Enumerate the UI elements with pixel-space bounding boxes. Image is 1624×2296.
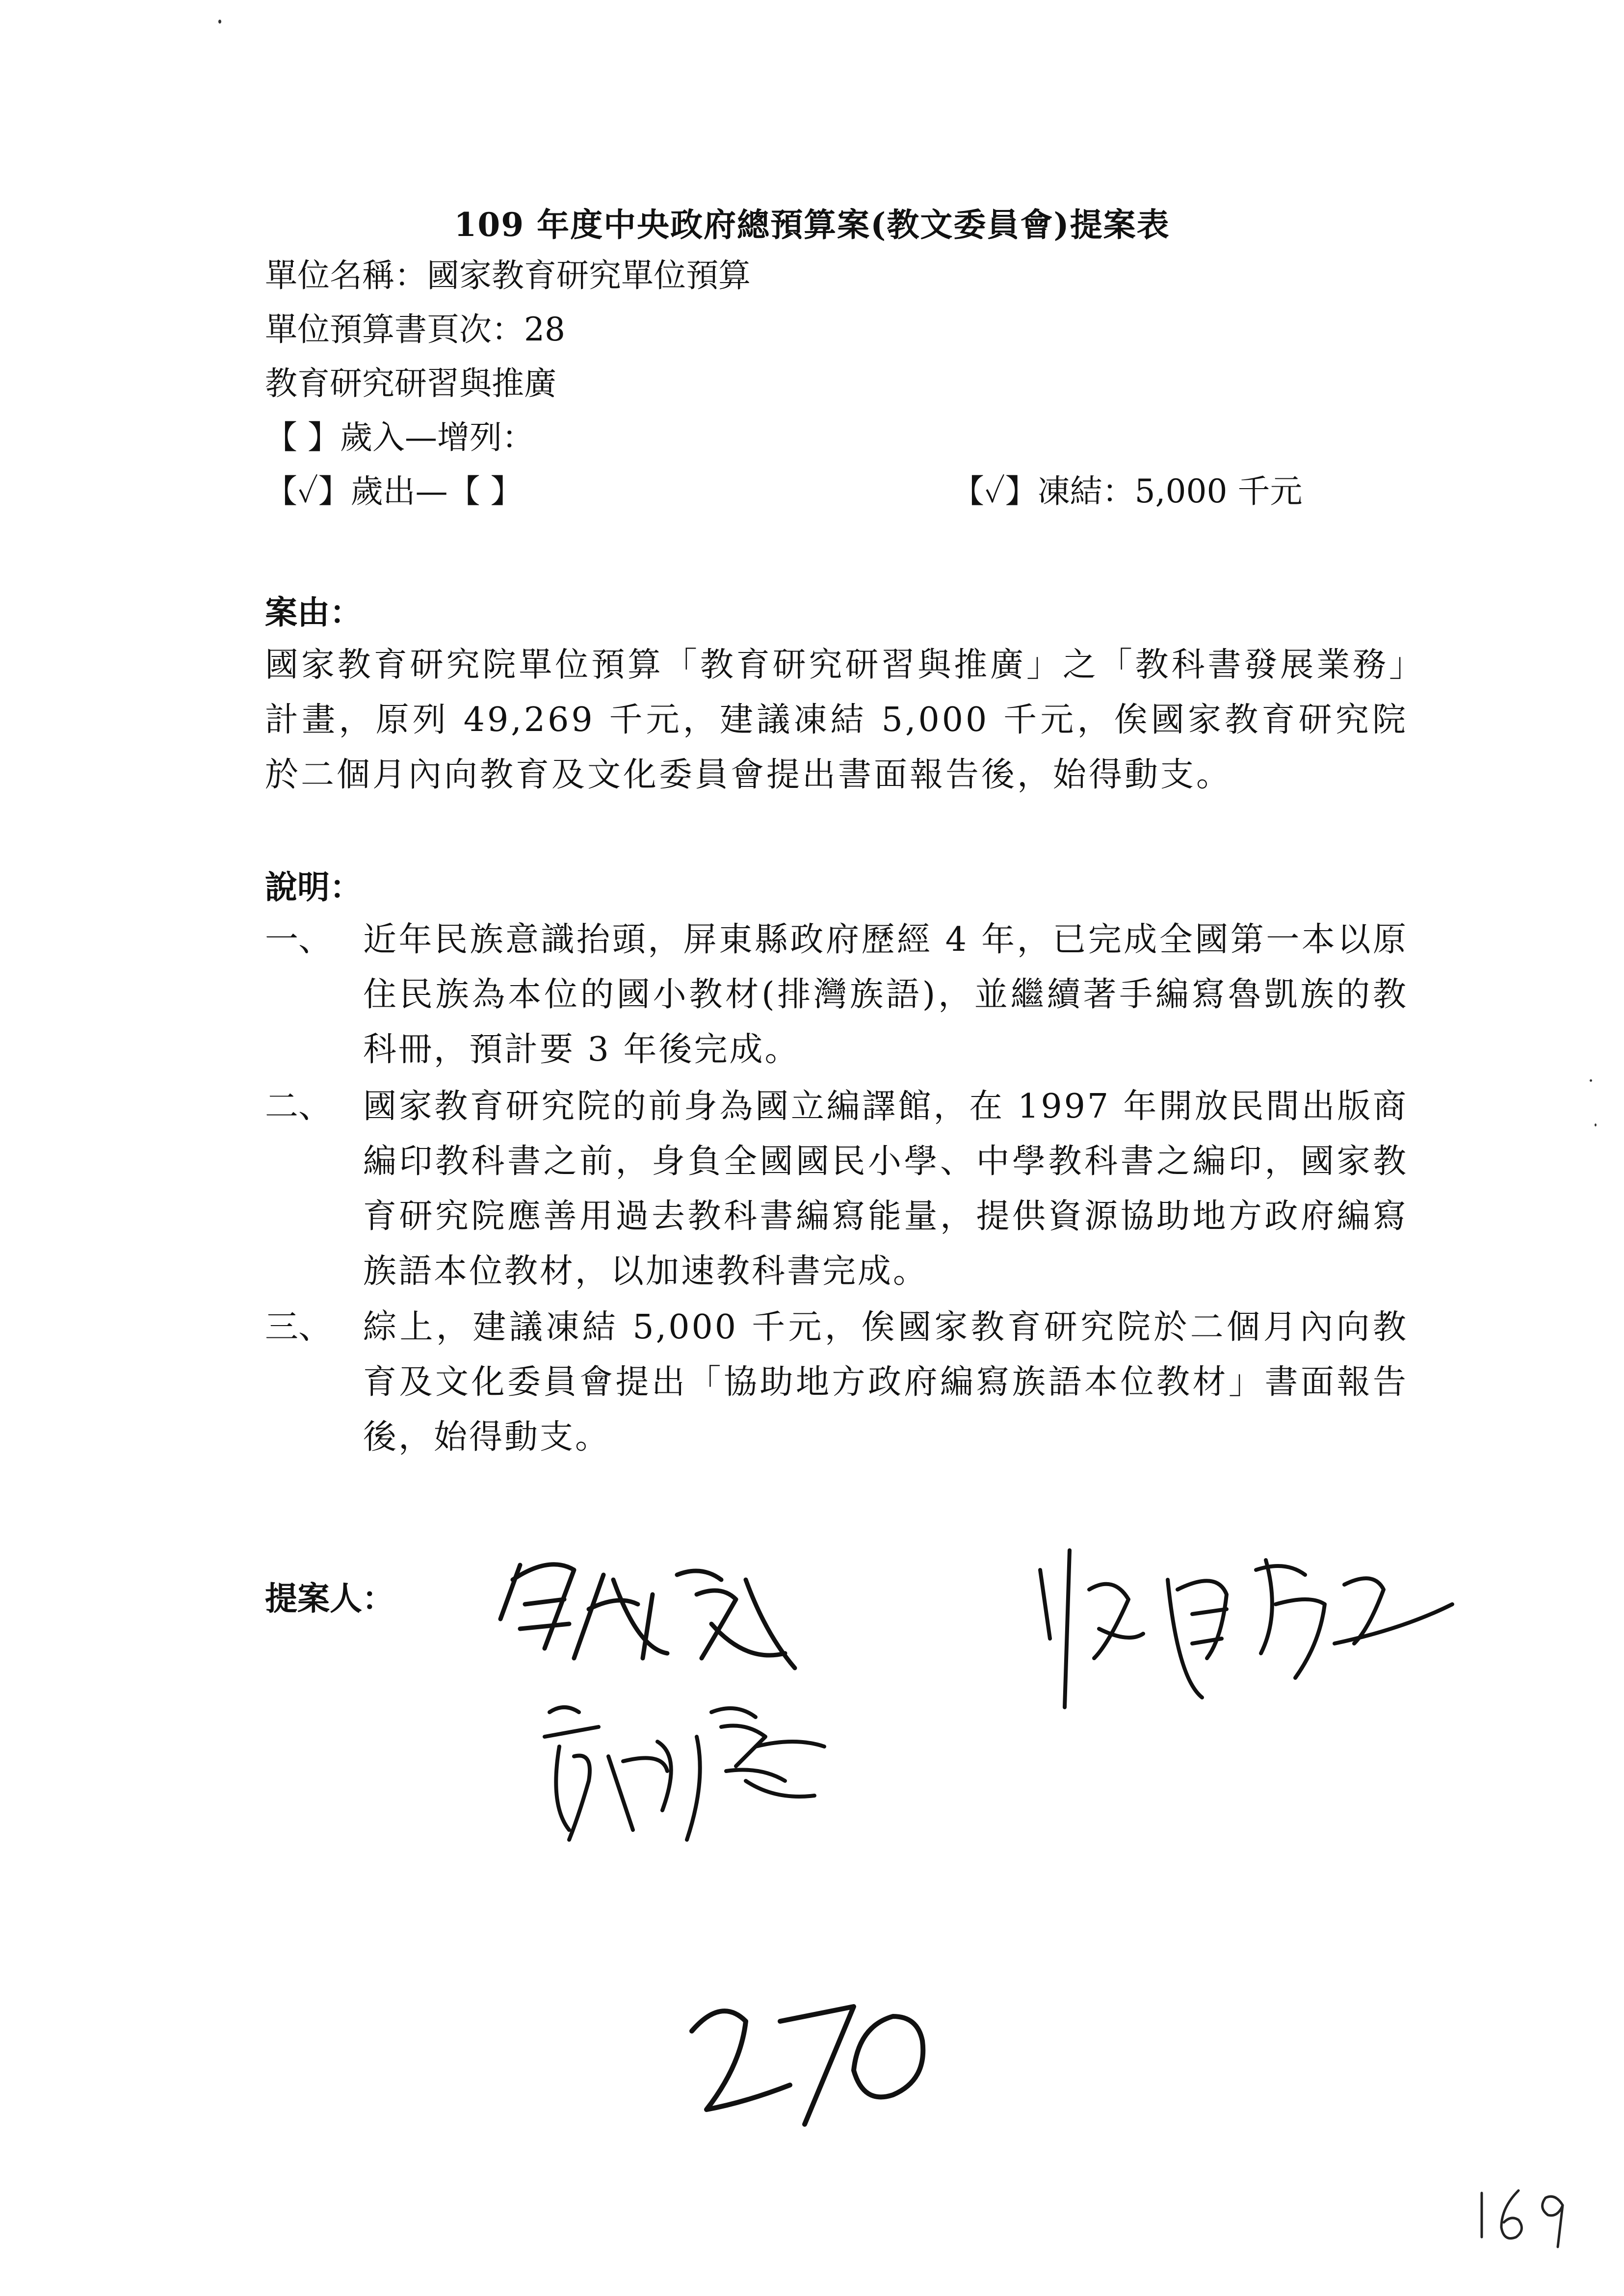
explanation-heading: 說明： (265, 868, 362, 906)
signature-3 (540, 1683, 922, 1861)
item-text: 綜上，建議凍結 5,000 千元，俟國家教育研究院於二個月內向教育及文化委員會提出「協助地方政府編寫族語本位教材」書面報告後，始得動支。 (363, 1308, 1408, 1457)
item-number: 三、 (265, 1308, 332, 1347)
item-text: 國家教育研究院的前身為國立編譯館，在 1997 年開放民間出版商編印教科書之前，身負全國國民小學、中學教科書之編印，國家教育研究院應善用過去教科書編寫能量，提供資源協助地方政府編寫族語本位教材，以加速教科書完成。 (363, 1087, 1408, 1291)
budget-page-ref: 單位預算書頁次：28 (265, 311, 565, 348)
item-text: 近年民族意識抬頭，屏東縣政府歷經 4 年，已完成全國第一本以原住民族為本位的國小教材(排灣族語)，並繼續著手編寫魯凱族的教科冊，預計要 3 年後完成。 (363, 920, 1408, 1069)
scan-speck (1590, 1079, 1592, 1082)
expense-line: 【✓】歲出—【 】 (265, 472, 523, 510)
proposer-label: 提案人： (265, 1579, 394, 1618)
signature-2 (1030, 1531, 1482, 1739)
unit-name: 單位名稱：國家教育研究單位預算 (265, 257, 751, 294)
handwritten-stamp-number (677, 1987, 952, 2141)
item-number: 一、 (265, 920, 332, 959)
reason-heading: 案由： (265, 593, 362, 631)
program-name: 教育研究研習與推廣 (265, 365, 556, 402)
freeze-line: 【✓】凍結：5,000 千元 (952, 472, 1303, 510)
revenue-line: 【 】歲入—增列： (265, 418, 534, 456)
document-title: 109 年度中央政府總預算案(教文委員會)提案表 (454, 206, 1170, 244)
signature-1 (491, 1536, 893, 1685)
reason-text: 國家教育研究院單位預算「教育研究研習與推廣」之「教科書發展業務」計畫，原列 49,269 千元，建議凍結 5,000 千元，俟國家教育研究院於二個月內向教育及文化委員會提出書面報告後，始得動支。 (265, 646, 1408, 794)
expense-freeze-row (265, 472, 1303, 511)
handwritten-page-number (1472, 2178, 1580, 2254)
scan-speck (218, 20, 221, 24)
item-number: 二、 (265, 1087, 332, 1126)
scan-speck (1595, 1123, 1597, 1126)
